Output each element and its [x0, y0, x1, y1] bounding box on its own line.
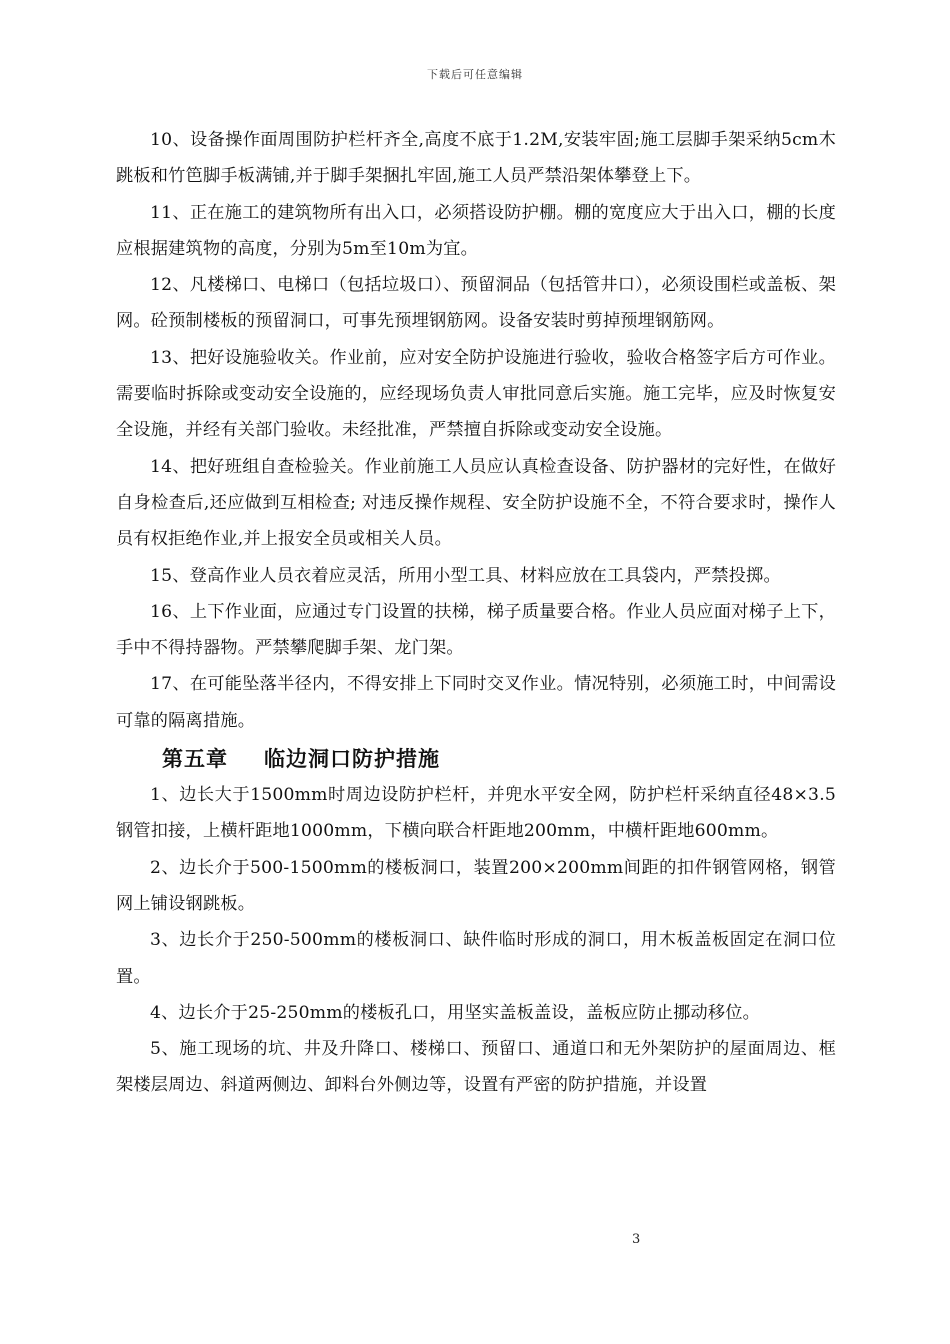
page-header: 下载后可任意编辑 [427, 68, 523, 81]
chapter-title: 临边洞口防护措施 [264, 747, 440, 772]
chapter-paragraph-4: 4、边长介于25-250mm的楼板孔口，用坚实盖板盖设，盖板应防止挪动移位。 [150, 1002, 761, 1023]
paragraph-item-14: 14、把好班组自查检验关。作业前施工人员应认真检查设备、防护器材的完好性，在做好自身检查后,还应做到互相检查; 对违反操作规程、安全防护设施不全，不符合要求时，操作人员有权拒绝作业,并上报安全员或相关人员。 [116, 456, 836, 550]
chapter-heading [116, 741, 836, 777]
paragraph-item-10: 10、设备操作面周围防护栏杆齐全,高度不底于1.2M,安装牢固;施工层脚手架采纳5cm木跳板和竹笆脚手板满铺,并于脚手架捆扎牢固,施工人员严禁沿架体攀登上下。 [116, 130, 836, 187]
chapter-paragraph-2: 2、边长介于500-1500mm的楼板洞口，装置200×200mm间距的扣件钢管网格，钢管网上铺设钢跳板。 [116, 857, 836, 914]
chapter-paragraph-1: 1、边长大于1500mm时周边设防护栏杆，并兜水平安全网，防护栏杆采纳直径48×3.5钢管扣接，上横杆距地1000mm，下横向联合杆距地200mm，中横杆距地600mm。 [116, 785, 836, 842]
paragraph-item-17: 17、在可能坠落半径内，不得安排上下同时交叉作业。情况特别，必须施工时，中间需设可靠的隔离措施。 [116, 674, 836, 731]
paragraph-item-16: 16、上下作业面，应通过专门设置的扶梯，梯子质量要合格。作业人员应面对梯子上下，手中不得持器物。严禁攀爬脚手架、龙门架。 [116, 601, 836, 659]
chapter-number: 第五章 [162, 747, 228, 772]
chapter-paragraph-5: 5、施工现场的坑、井及升降口、楼梯口、预留口、通道口和无外架防护的屋面周边、框架楼层周边、斜道两侧边、卸料台外侧边等，设置有严密的防护措施，并设置 [116, 1039, 836, 1096]
page-number: 3 [632, 1232, 641, 1247]
paragraph-item-13: 13、把好设施验收关。作业前，应对安全防护设施进行验收，验收合格签字后方可作业。需要临时拆除或变动安全设施的，应经现场负责人审批同意后实施。施工完毕，应及时恢复安全设施，并经有关部门验收。未经批准，严禁擅自拆除或变动安全设施。 [116, 347, 836, 441]
paragraph-item-12: 12、凡楼梯口、电梯口（包括垃圾口）、预留洞品（包括管井口），必须设围栏或盖板、架网。砼预制楼板的预留洞口，可事先预埋钢筋网。设备安装时剪掉预埋钢筋网。 [116, 275, 836, 332]
paragraph-item-11: 11、正在施工的建筑物所有出入口，必须搭设防护棚。棚的宽度应大于出入口，棚的长度应根据建筑物的高度，分别为5m至10m为宜。 [116, 202, 836, 259]
paragraph-item-15: 15、登高作业人员衣着应灵活，所用小型工具、材料应放在工具袋内，严禁投掷。 [150, 565, 781, 586]
chapter-paragraph-3: 3、边长介于250-500mm的楼板洞口、缺件临时形成的洞口，用木板盖板固定在洞口位置。 [116, 930, 836, 987]
document-body [116, 122, 836, 1104]
